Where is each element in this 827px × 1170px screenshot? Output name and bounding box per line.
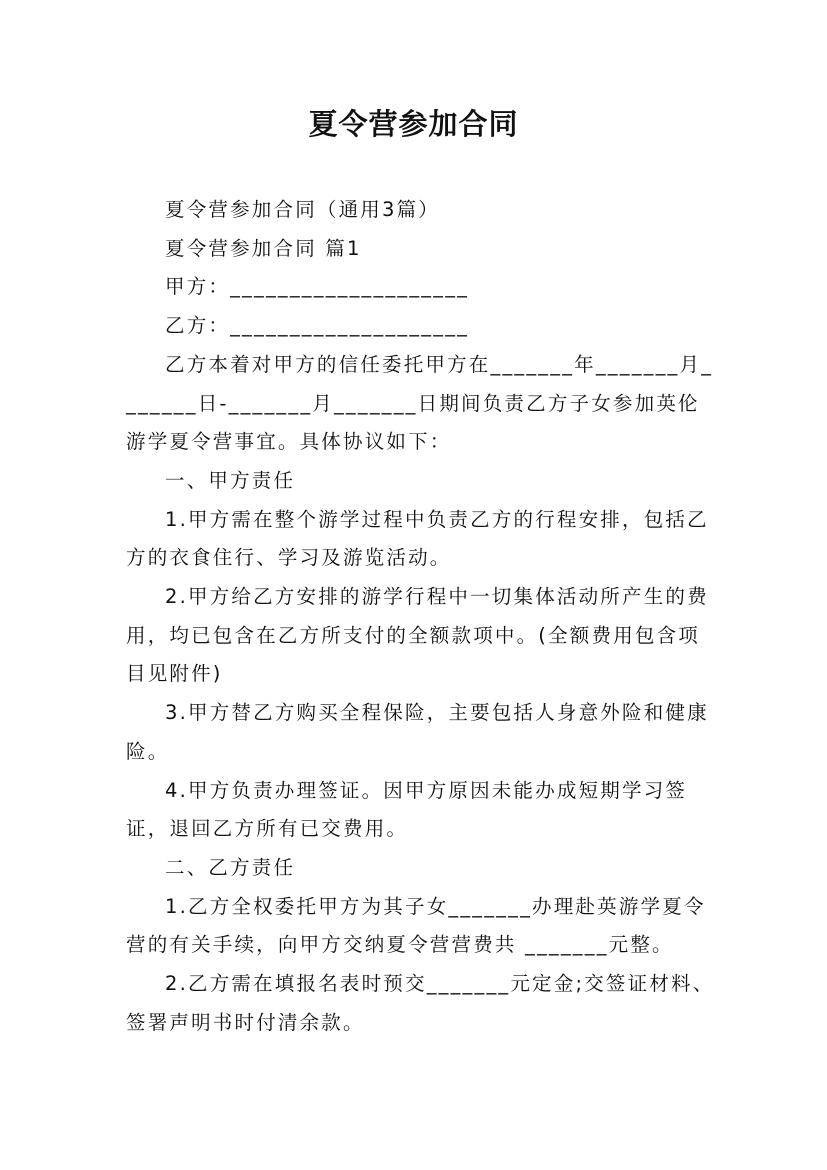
party-b-duty-1: 1.乙方全权委托甲方为其子女_______办理赴英游学夏令营的有关手续，向甲方交纳夏令营营费共 _______元整。 bbox=[126, 894, 706, 957]
document-title: 夏令营参加合同 bbox=[308, 107, 519, 141]
party-a-duty-3: 3.甲方替乙方购买全程保险，主要包括人身意外险和健康险。 bbox=[126, 701, 709, 763]
party-b-duty-2: 2.乙方需在填报名表时预交_______元定金;交签证材料、签署声明书时付清余款。 bbox=[126, 972, 715, 1034]
party-a-duty-1: 1.甲方需在整个游学过程中负责乙方的行程安排，包括乙方的衣食住行、学习及游览活动。 bbox=[126, 507, 709, 570]
document-body bbox=[126, 191, 716, 1042]
party-a-duty-4: 4.甲方负责办理签证。因甲方原因未能办成短期学习签证，退回乙方所有已交费用。 bbox=[126, 778, 688, 841]
section-heading-paragraph: 夏令营参加合同 篇1 bbox=[165, 236, 362, 260]
party-a-duty-2: 2.甲方给乙方安排的游学行程中一切集体活动所产生的费用，均已包含在乙方所支付的全额款项中。(全额费用包含项目见附件) bbox=[126, 585, 709, 686]
party-b-line: 乙方：____________________ bbox=[165, 314, 470, 338]
party-a-line: 甲方：____________________ bbox=[165, 275, 470, 299]
subtitle-paragraph: 夏令营参加合同（通用3篇） bbox=[165, 198, 441, 221]
heading-party-b-duties: 二、乙方责任 bbox=[165, 855, 296, 879]
intro-paragraph: 乙方本着对甲方的信任委托甲方在_______年_______月_______日-_______月_______日期间负责乙方子女参加英伦游学夏令营事宜。具体协议如下： bbox=[126, 352, 714, 454]
heading-party-a-duties: 一、甲方责任 bbox=[165, 468, 296, 492]
